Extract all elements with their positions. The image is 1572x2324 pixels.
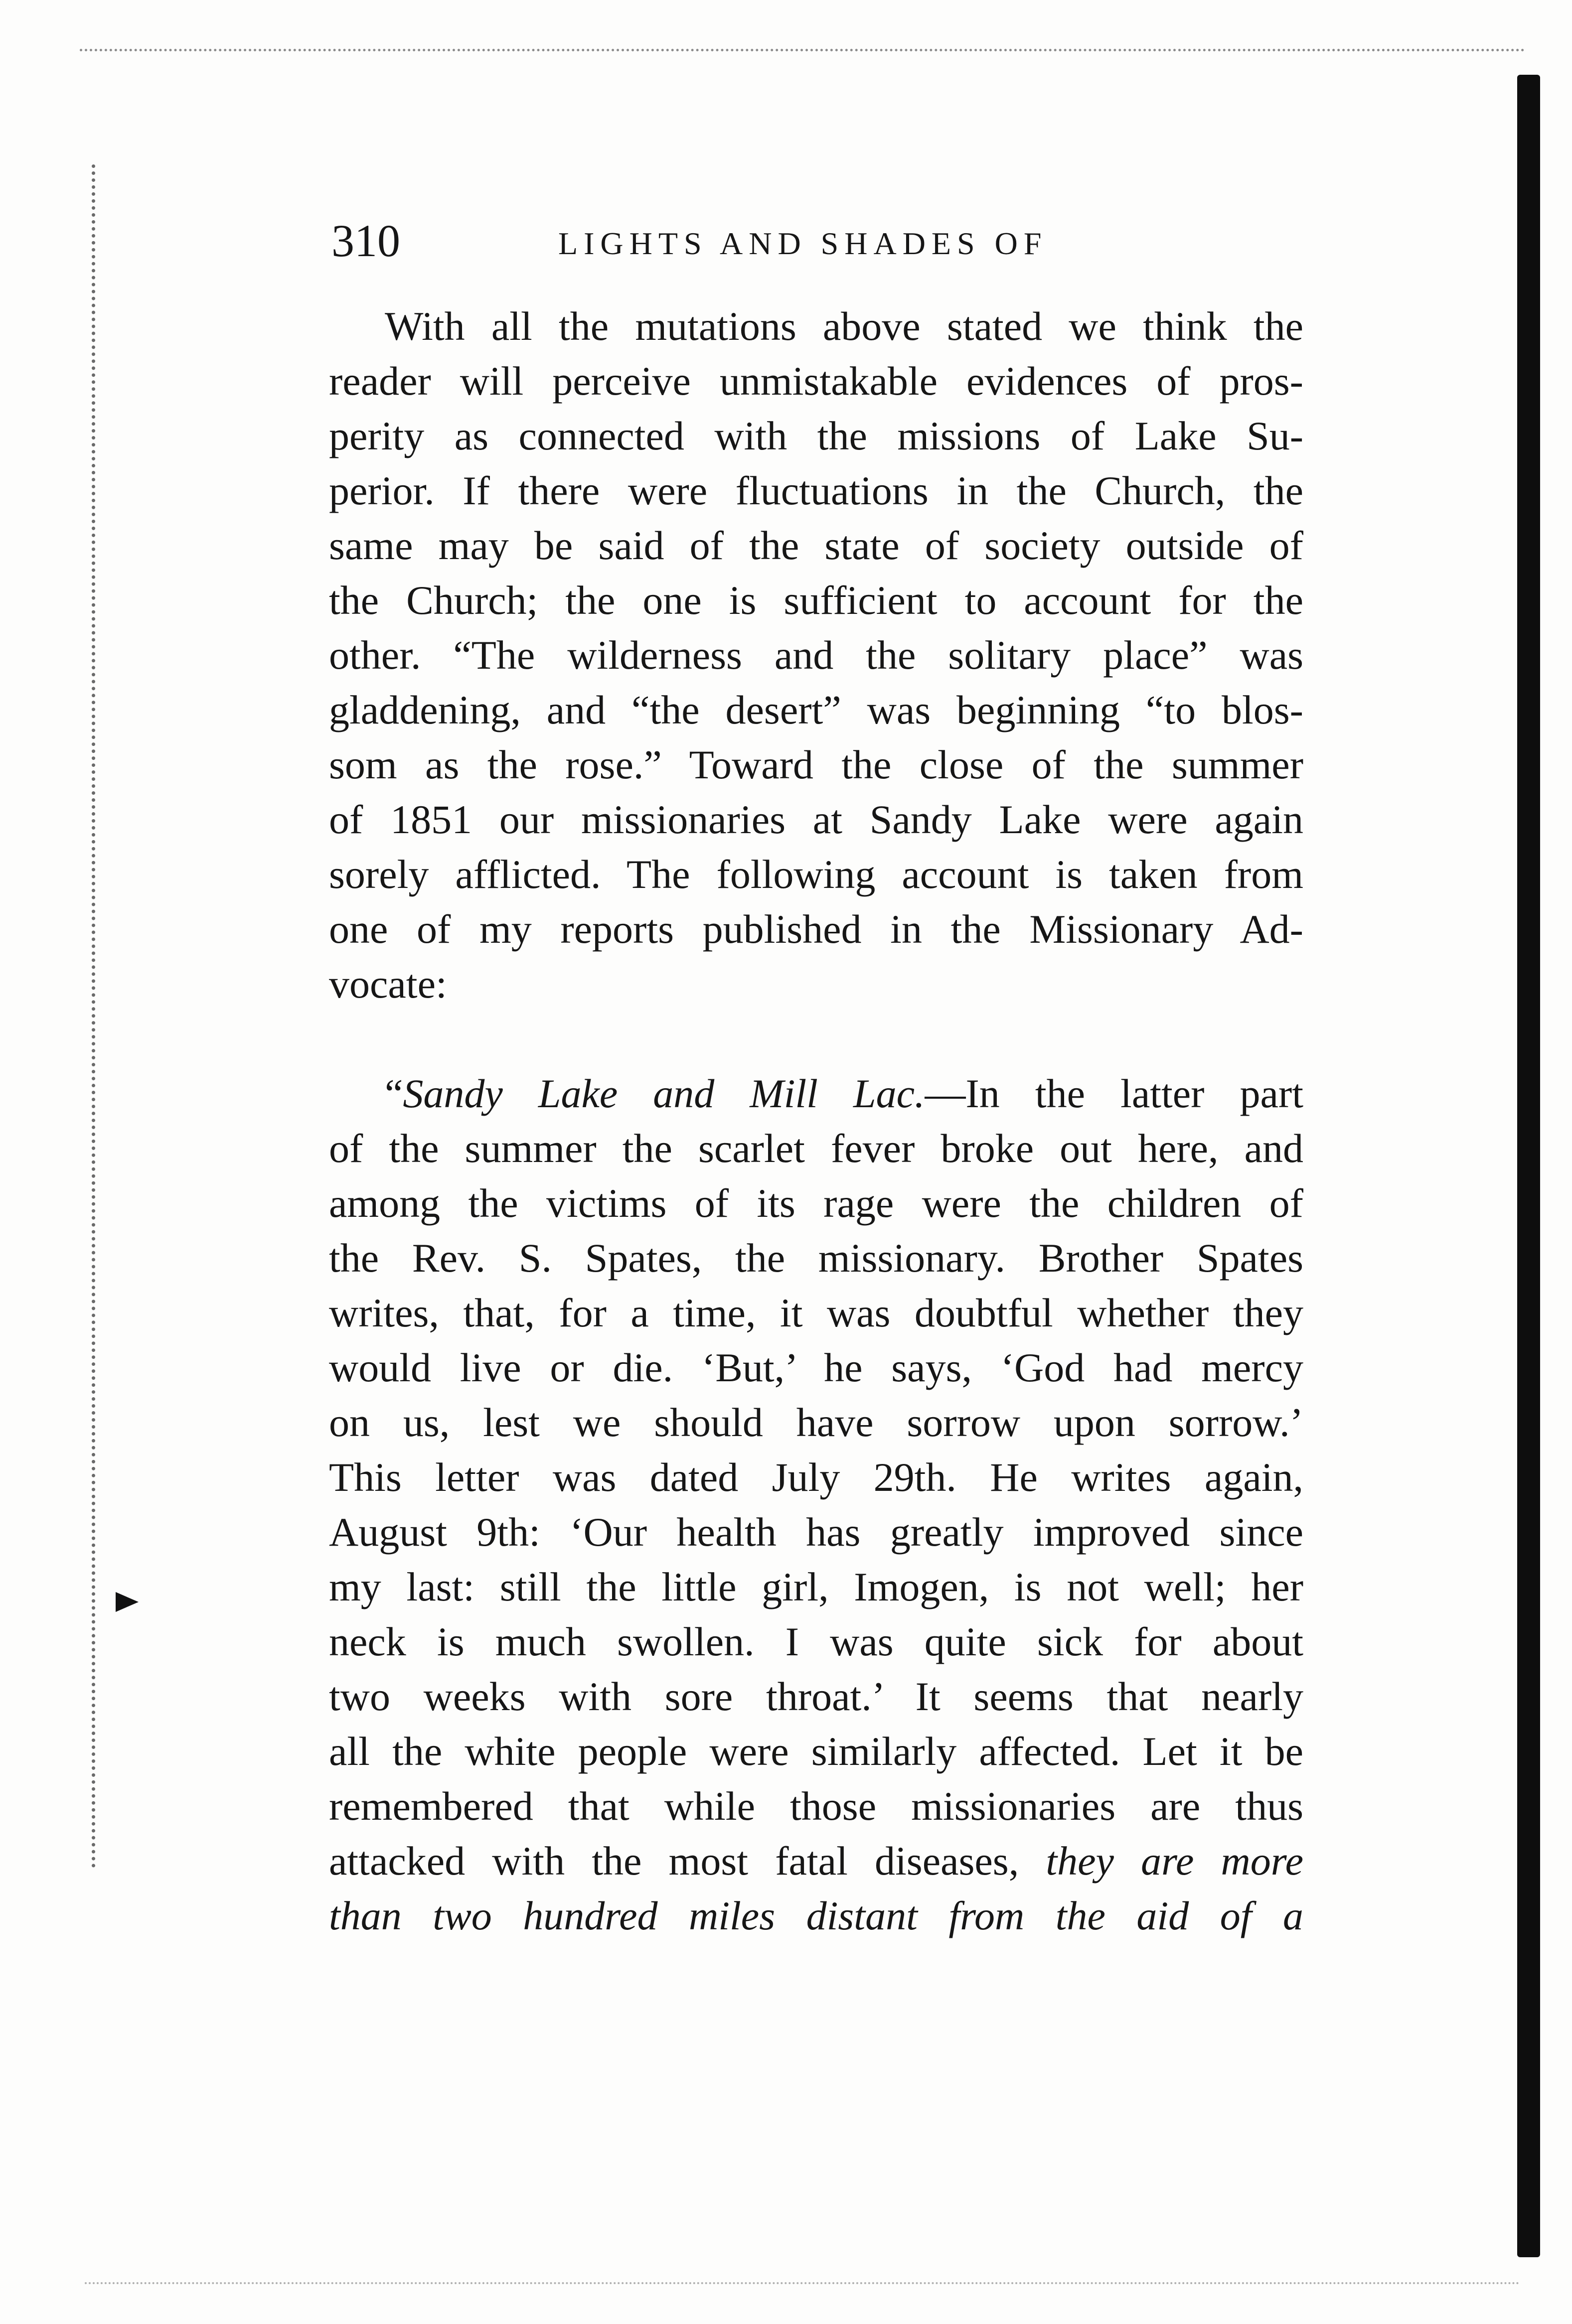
text-line: the Church; the one is sufficient to account for the [329, 578, 1303, 623]
text-line: reader will perceive unmistakable evidences of pros- [329, 358, 1303, 404]
page-header [331, 213, 1326, 268]
text-line: all the white people were similarly affected. Let it be [329, 1729, 1303, 1774]
text-line: two weeks with sore throat.’ It seems that nearly [329, 1674, 1303, 1719]
text-line: remembered that while those missionaries are thus [329, 1783, 1303, 1829]
text-line: other. “The wilderness and the solitary place” was [329, 632, 1303, 678]
page-number: 310 [331, 215, 400, 266]
text-line: vocate: [329, 961, 447, 1007]
text-line: than two hundred miles distant from the aid of a [329, 1893, 1303, 1938]
text-line [329, 1834, 1303, 1888]
body-text [329, 299, 1303, 1943]
text-line: perior. If there were fluctuations in the Church, the [329, 468, 1303, 513]
text-line: With all the mutations above stated we think the [385, 303, 1303, 349]
emphasis: they are more [1046, 1838, 1303, 1884]
text-line: same may be said of the state of society outside of [329, 523, 1303, 568]
open-quote: “ [385, 1071, 403, 1116]
text-line: gladdening, and “the desert” was beginning “to blos- [329, 687, 1303, 732]
text-line: my last: still the little girl, Imogen, is not well; her [329, 1564, 1303, 1609]
text-line: August 9th: ‘Our health has greatly improved since [329, 1509, 1303, 1555]
text-line: sorely afflicted. The following account is taken from [329, 852, 1303, 897]
running-head: LIGHTS AND SHADES OF [558, 226, 1048, 261]
text-line: of 1851 our missionaries at Sandy Lake were again [329, 797, 1303, 842]
text-run: —In the latter part [925, 1071, 1303, 1116]
text-line: of the summer the scarlet fever broke out here, and [329, 1126, 1303, 1171]
text-line: the Rev. S. Spates, the missionary. Brother Spates [329, 1235, 1303, 1281]
text-run: attacked with the most fatal diseases, [329, 1838, 1019, 1884]
scan-edge-top [80, 49, 1525, 51]
scan-edge-bottom [85, 2282, 1520, 2284]
text-line: perity as connected with the missions of Lake Su- [329, 413, 1303, 458]
text-line: among the victims of its rage were the children of [329, 1180, 1303, 1226]
text-line: one of my reports published in the Missionary Ad- [329, 906, 1303, 952]
scan-edge-left [92, 164, 95, 1869]
section-heading: Sandy Lake and Mill Lac. [403, 1071, 925, 1116]
text-line: would live or die. ‘But,’ he says, ‘God had mercy [329, 1345, 1303, 1390]
text-line: This letter was dated July 29th. He writes again, [329, 1454, 1303, 1500]
scan-edge-shadow [1517, 75, 1540, 2257]
paragraph-gap [329, 1012, 1303, 1066]
text-line: writes, that, for a time, it was doubtful whether they [329, 1290, 1303, 1335]
text-line: on us, lest we should have sorrow upon sorrow.’ [329, 1400, 1303, 1445]
text-line [329, 1066, 1303, 1121]
margin-mark-icon [116, 1592, 139, 1612]
text-line: som as the rose.” Toward the close of the summer [329, 742, 1303, 787]
text-line: neck is much swollen. I was quite sick for about [329, 1619, 1303, 1664]
